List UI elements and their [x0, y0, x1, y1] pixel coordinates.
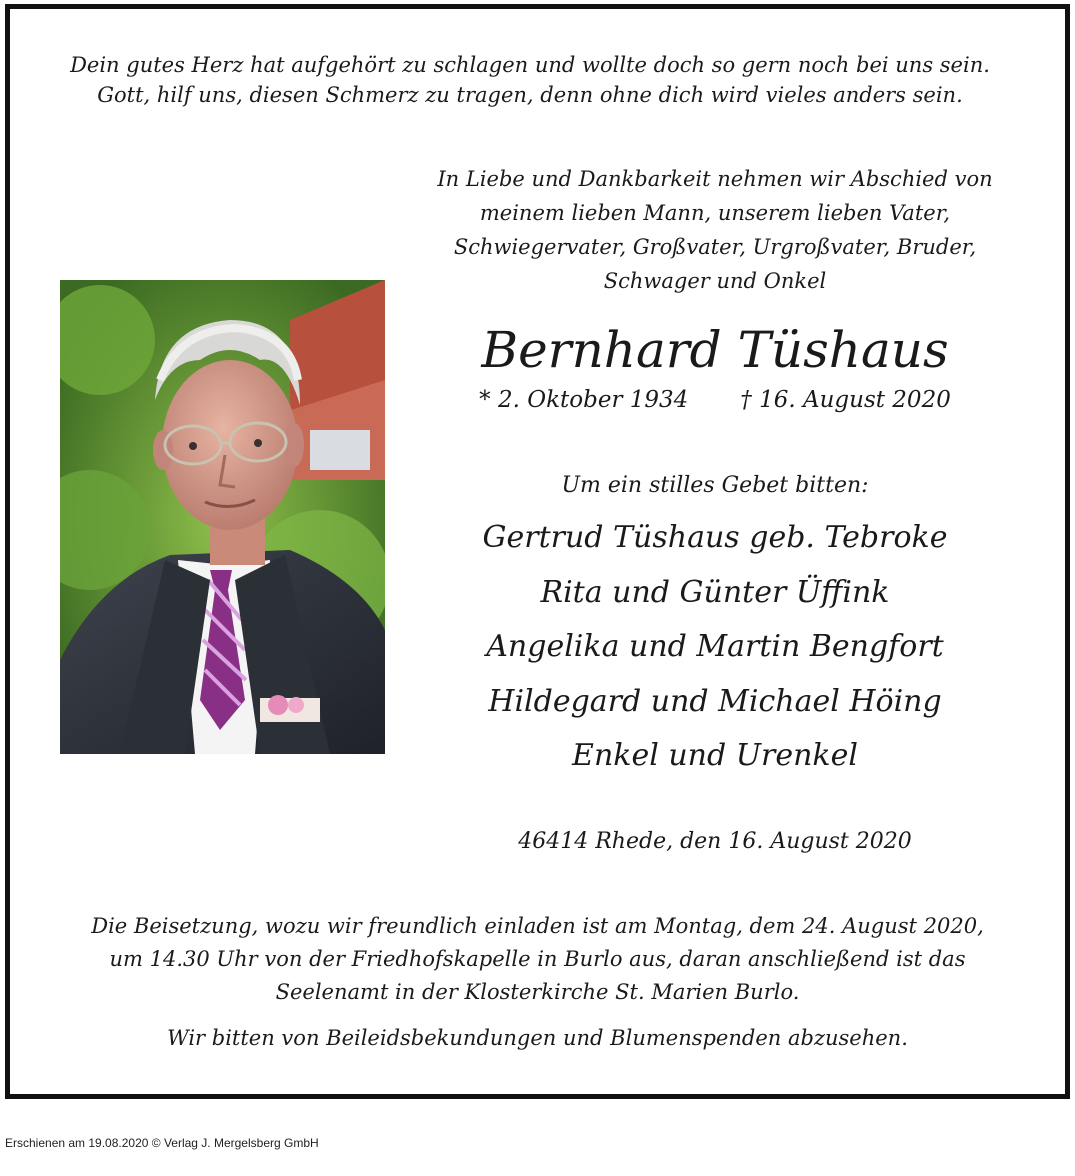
intro-line: Schwiegervater, Großvater, Urgroßvater, Bruder,: [453, 235, 977, 259]
birth-date: * 2. Oktober 1934: [479, 387, 689, 413]
life-dates: [405, 384, 1025, 416]
mourner-name: Enkel und Urenkel: [572, 738, 858, 773]
portrait-photo: [60, 280, 385, 754]
publication-footer: Erschienen am 19.08.2020 © Verlag J. Mergelsberg GmbH: [5, 1136, 319, 1150]
verse-line: Dein gutes Herz hat aufgehört zu schlagen und wollte doch so gern noch bei uns sein.: [70, 53, 990, 77]
mourner-name: Rita und Günter Üffink: [540, 574, 890, 610]
funeral-line: Die Beisetzung, wozu wir freundlich einladen ist am Montag, dem 24. August 2020,: [91, 914, 984, 938]
funeral-details: [20, 910, 1055, 1009]
funeral-line: Seelenamt in der Klosterkirche St. Marien Burlo.: [275, 980, 800, 1004]
place-and-date: 46414 Rhede, den 16. August 2020: [518, 829, 912, 854]
death-date: † 16. August 2020: [740, 387, 951, 413]
mourner-name: Gertrud Tüshaus geb. Tebroke: [482, 520, 948, 555]
condolence-request: Wir bitten von Beileidsbekundungen und Blumenspenden abzusehen.: [167, 1026, 908, 1050]
mourners-list: [405, 511, 1025, 784]
prayer-request: Um ein stilles Gebet bitten:: [561, 473, 869, 498]
verse-line: Gott, hilf uns, diesen Schmerz zu tragen, denn ohne dich wird vieles anders sein.: [97, 83, 963, 107]
deceased-name: Bernhard Tüshaus: [481, 321, 949, 379]
farewell-intro: [405, 162, 1025, 298]
mourner-name: Hildegard und Michael Höing: [488, 683, 942, 719]
intro-line: meinem lieben Mann, unserem lieben Vater,: [479, 201, 951, 225]
opening-verse: [20, 50, 1040, 110]
portrait-illustration: [60, 280, 385, 754]
funeral-line: um 14.30 Uhr von der Friedhofskapelle in Burlo aus, daran anschließend ist das: [109, 947, 966, 971]
intro-line: Schwager und Onkel: [603, 269, 827, 293]
mourner-name: Angelika und Martin Bengfort: [486, 629, 944, 664]
intro-line: In Liebe und Dankbarkeit nehmen wir Abschied von: [437, 167, 993, 191]
